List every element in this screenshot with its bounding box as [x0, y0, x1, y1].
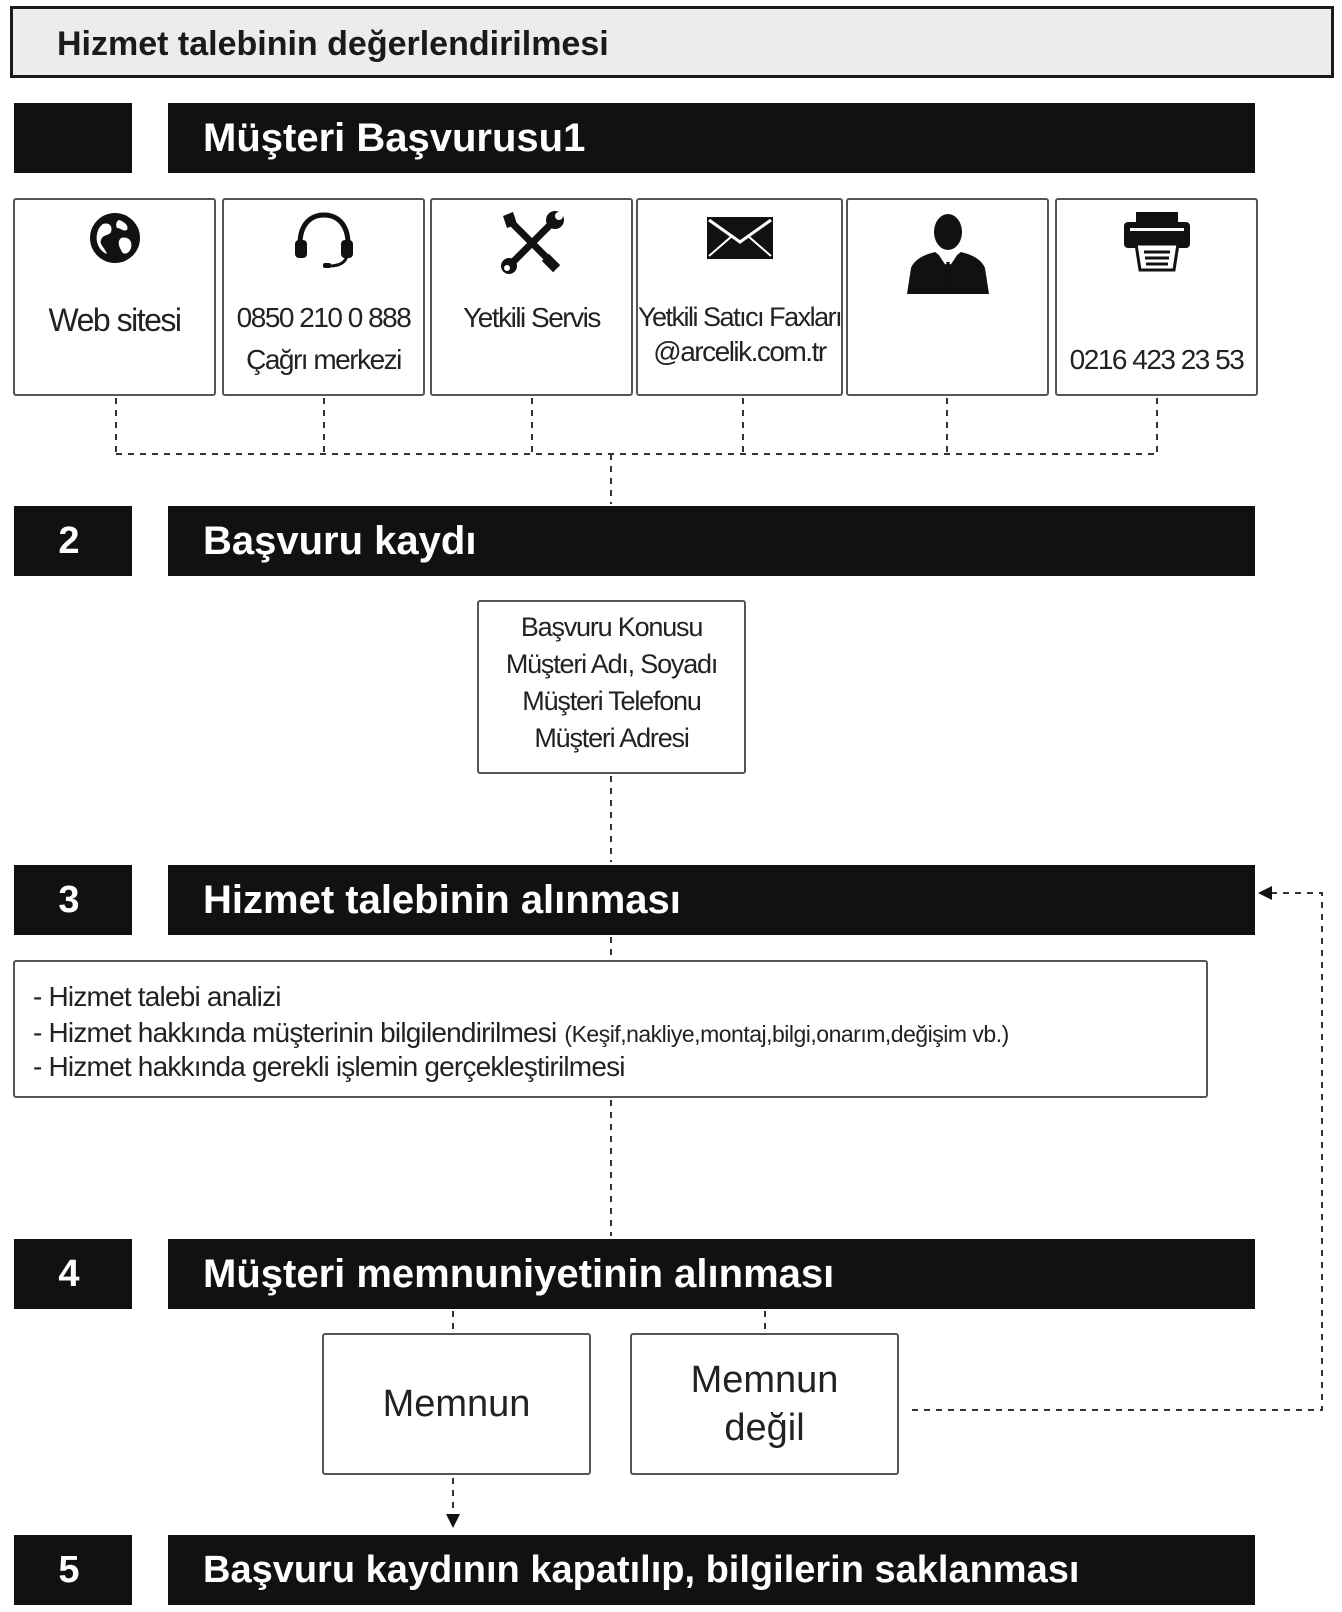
arrow-left-icon	[1258, 886, 1272, 900]
step-5-number-box: 5	[14, 1535, 132, 1605]
step-4-title: Müşteri memnuniyetinin alınması	[168, 1239, 1255, 1309]
outcome-satisfied: Memnun	[322, 1333, 591, 1475]
service-task-item: - Hizmet hakkında müşterinin bilgilendirilmesi (Keşif,nakliye,montaj,bilgi,onarım,değişim vb.)	[33, 1017, 1009, 1048]
step-5-title: Başvuru kaydının kapatılıp, bilgilerin saklanması	[168, 1535, 1255, 1605]
diagram-title: Hizmet talebinin değerlendirilmesi	[57, 25, 609, 63]
record-field: Müşteri Adı, Soyadı	[505, 649, 718, 679]
step-4-number-box: 4	[14, 1239, 132, 1309]
channel-label: Web sitesi	[48, 302, 181, 338]
record-field: Müşteri Telefonu	[522, 686, 701, 716]
channel-phone-number: 0850 210 0 888	[236, 302, 411, 333]
service-task-item: - Hizmet hakkında gerekli işlemin gerçekleştirilmesi	[33, 1051, 625, 1082]
record-field: Başvuru Konusu	[520, 612, 703, 642]
step-2-title: Başvuru kaydı	[168, 506, 1255, 576]
step-1-title: Müşteri Başvurusu1	[168, 103, 1255, 173]
arrow-down-icon	[446, 1514, 460, 1528]
service-task-item: - Hizmet talebi analizi	[33, 981, 281, 1012]
step-3-number-box: 3	[14, 865, 132, 935]
step-2-number-box: 2	[14, 506, 132, 576]
channel-label: Çağrı merkezi	[246, 344, 401, 375]
outcome-not-satisfied: Memnun değil	[630, 1333, 899, 1475]
record-field: Müşteri Adresi	[534, 723, 689, 753]
service-task-note: (Keşif,nakliye,montaj,bilgi,onarım,değişim vb.)	[564, 1021, 1009, 1047]
step-3-title: Hizmet talebinin alınması	[168, 865, 1255, 935]
channel-label: Yetkili Satıcı Faxları	[638, 302, 842, 332]
channel-label: Yetkili Servis	[463, 302, 600, 333]
channel-email-domain: @arcelik.com.tr	[653, 336, 826, 367]
feedback-loop-line	[912, 893, 1322, 1410]
channel-fax-number: 0216 423 23 53	[1069, 344, 1244, 375]
